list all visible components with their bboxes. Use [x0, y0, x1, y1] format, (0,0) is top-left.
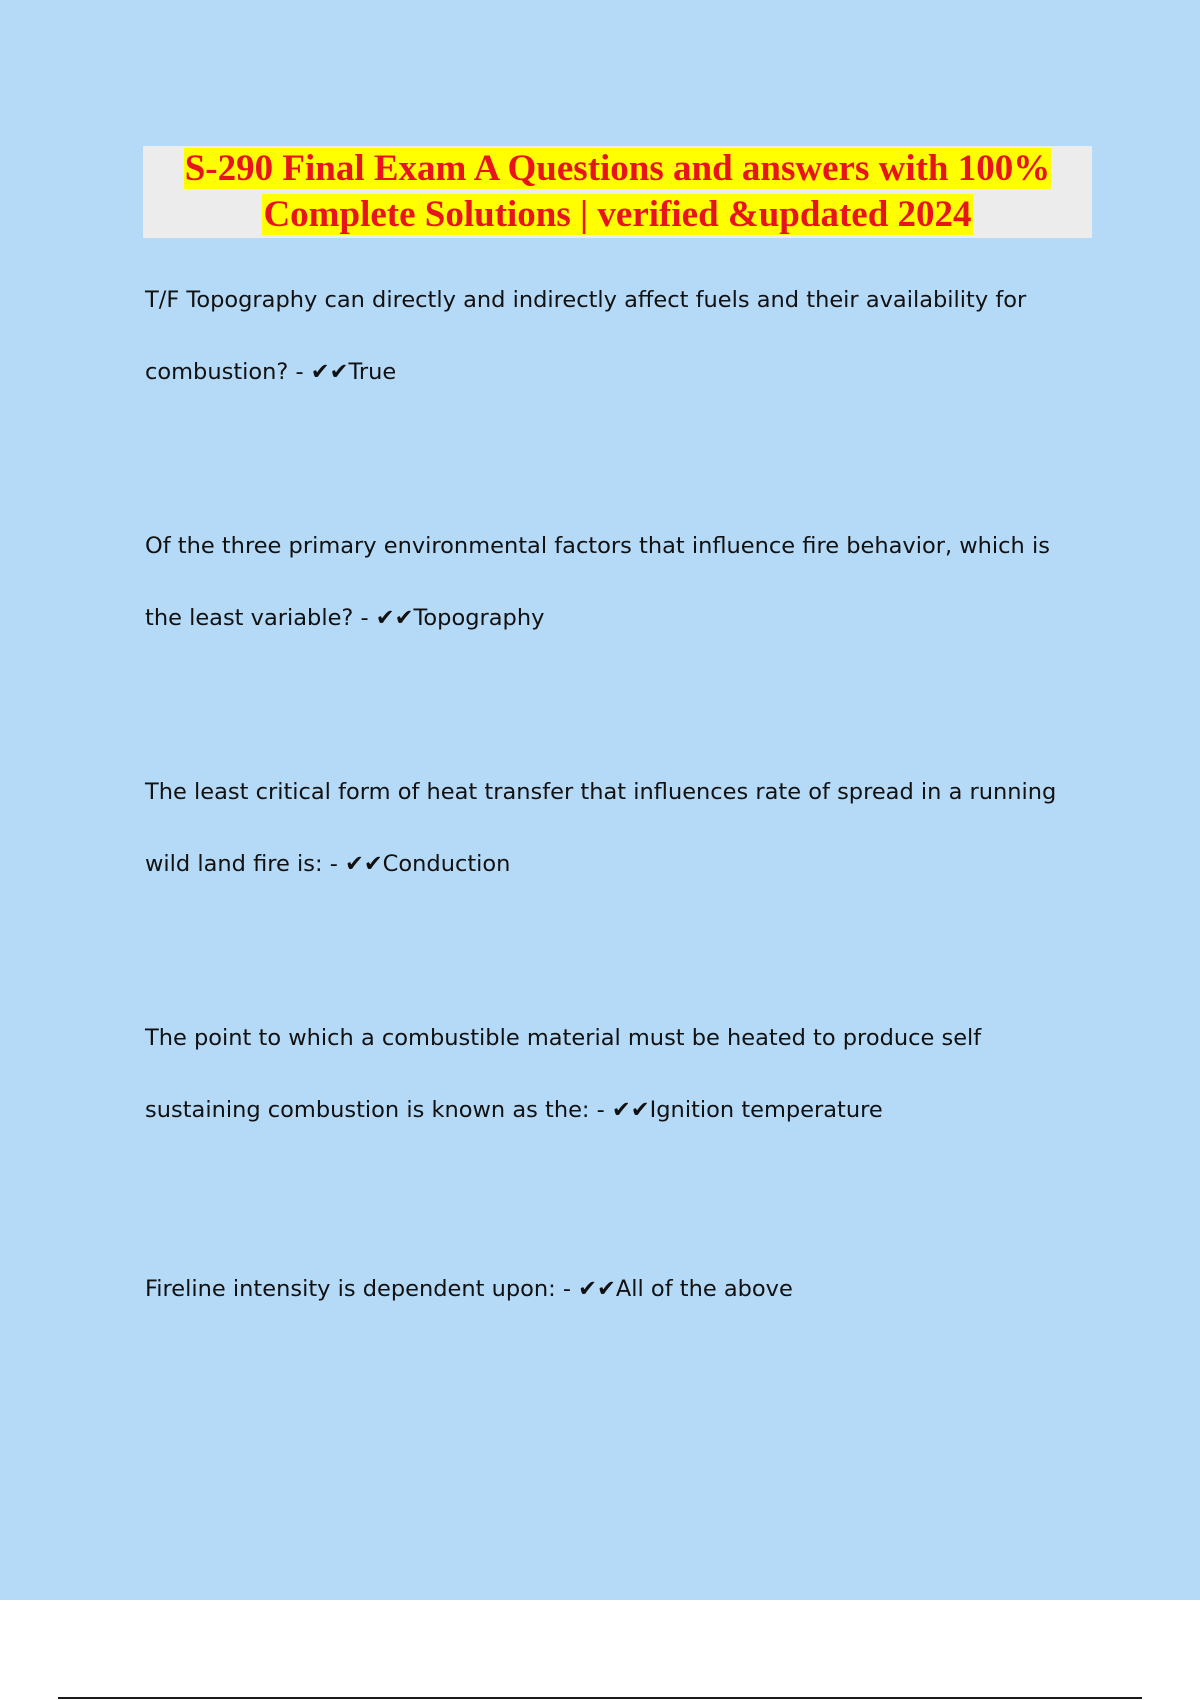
- question-4-line-1: The point to which a combustible material must be heated to produce self: [145, 1025, 982, 1051]
- document-title: [143, 146, 1092, 238]
- question-answer-2: [145, 510, 1085, 654]
- question-3-line-1: The least critical form of heat transfer that influences rate of spread in a running: [145, 779, 1057, 805]
- question-3-line-2: wild land fire is: - ✔✔Conduction: [145, 851, 511, 877]
- question-5-line-1: Fireline intensity is dependent upon: - ✔✔All of the above: [145, 1276, 793, 1302]
- question-answer-3: [145, 756, 1085, 900]
- question-1-line-2: combustion? - ✔✔True: [145, 359, 397, 385]
- footer-divider: [58, 1697, 1142, 1699]
- question-answer-5: [145, 1253, 1085, 1325]
- title-line-1: [143, 146, 1092, 192]
- question-answer-4: [145, 1002, 1085, 1146]
- question-2-line-1: Of the three primary environmental factors that influence fire behavior, which is: [145, 533, 1050, 559]
- question-1-line-1: T/F Topography can directly and indirectly affect fuels and their availability for: [145, 287, 1027, 313]
- title-line-2-text: Complete Solutions | verified &updated 2024: [263, 194, 972, 235]
- title-line-2: [143, 192, 1092, 238]
- question-2-line-2: the least variable? - ✔✔Topography: [145, 605, 545, 631]
- title-line-1-text: S-290 Final Exam A Questions and answers with 100%: [184, 148, 1051, 189]
- question-answer-1: [145, 264, 1085, 408]
- question-4-line-2: sustaining combustion is known as the: - ✔✔Ignition temperature: [145, 1097, 883, 1123]
